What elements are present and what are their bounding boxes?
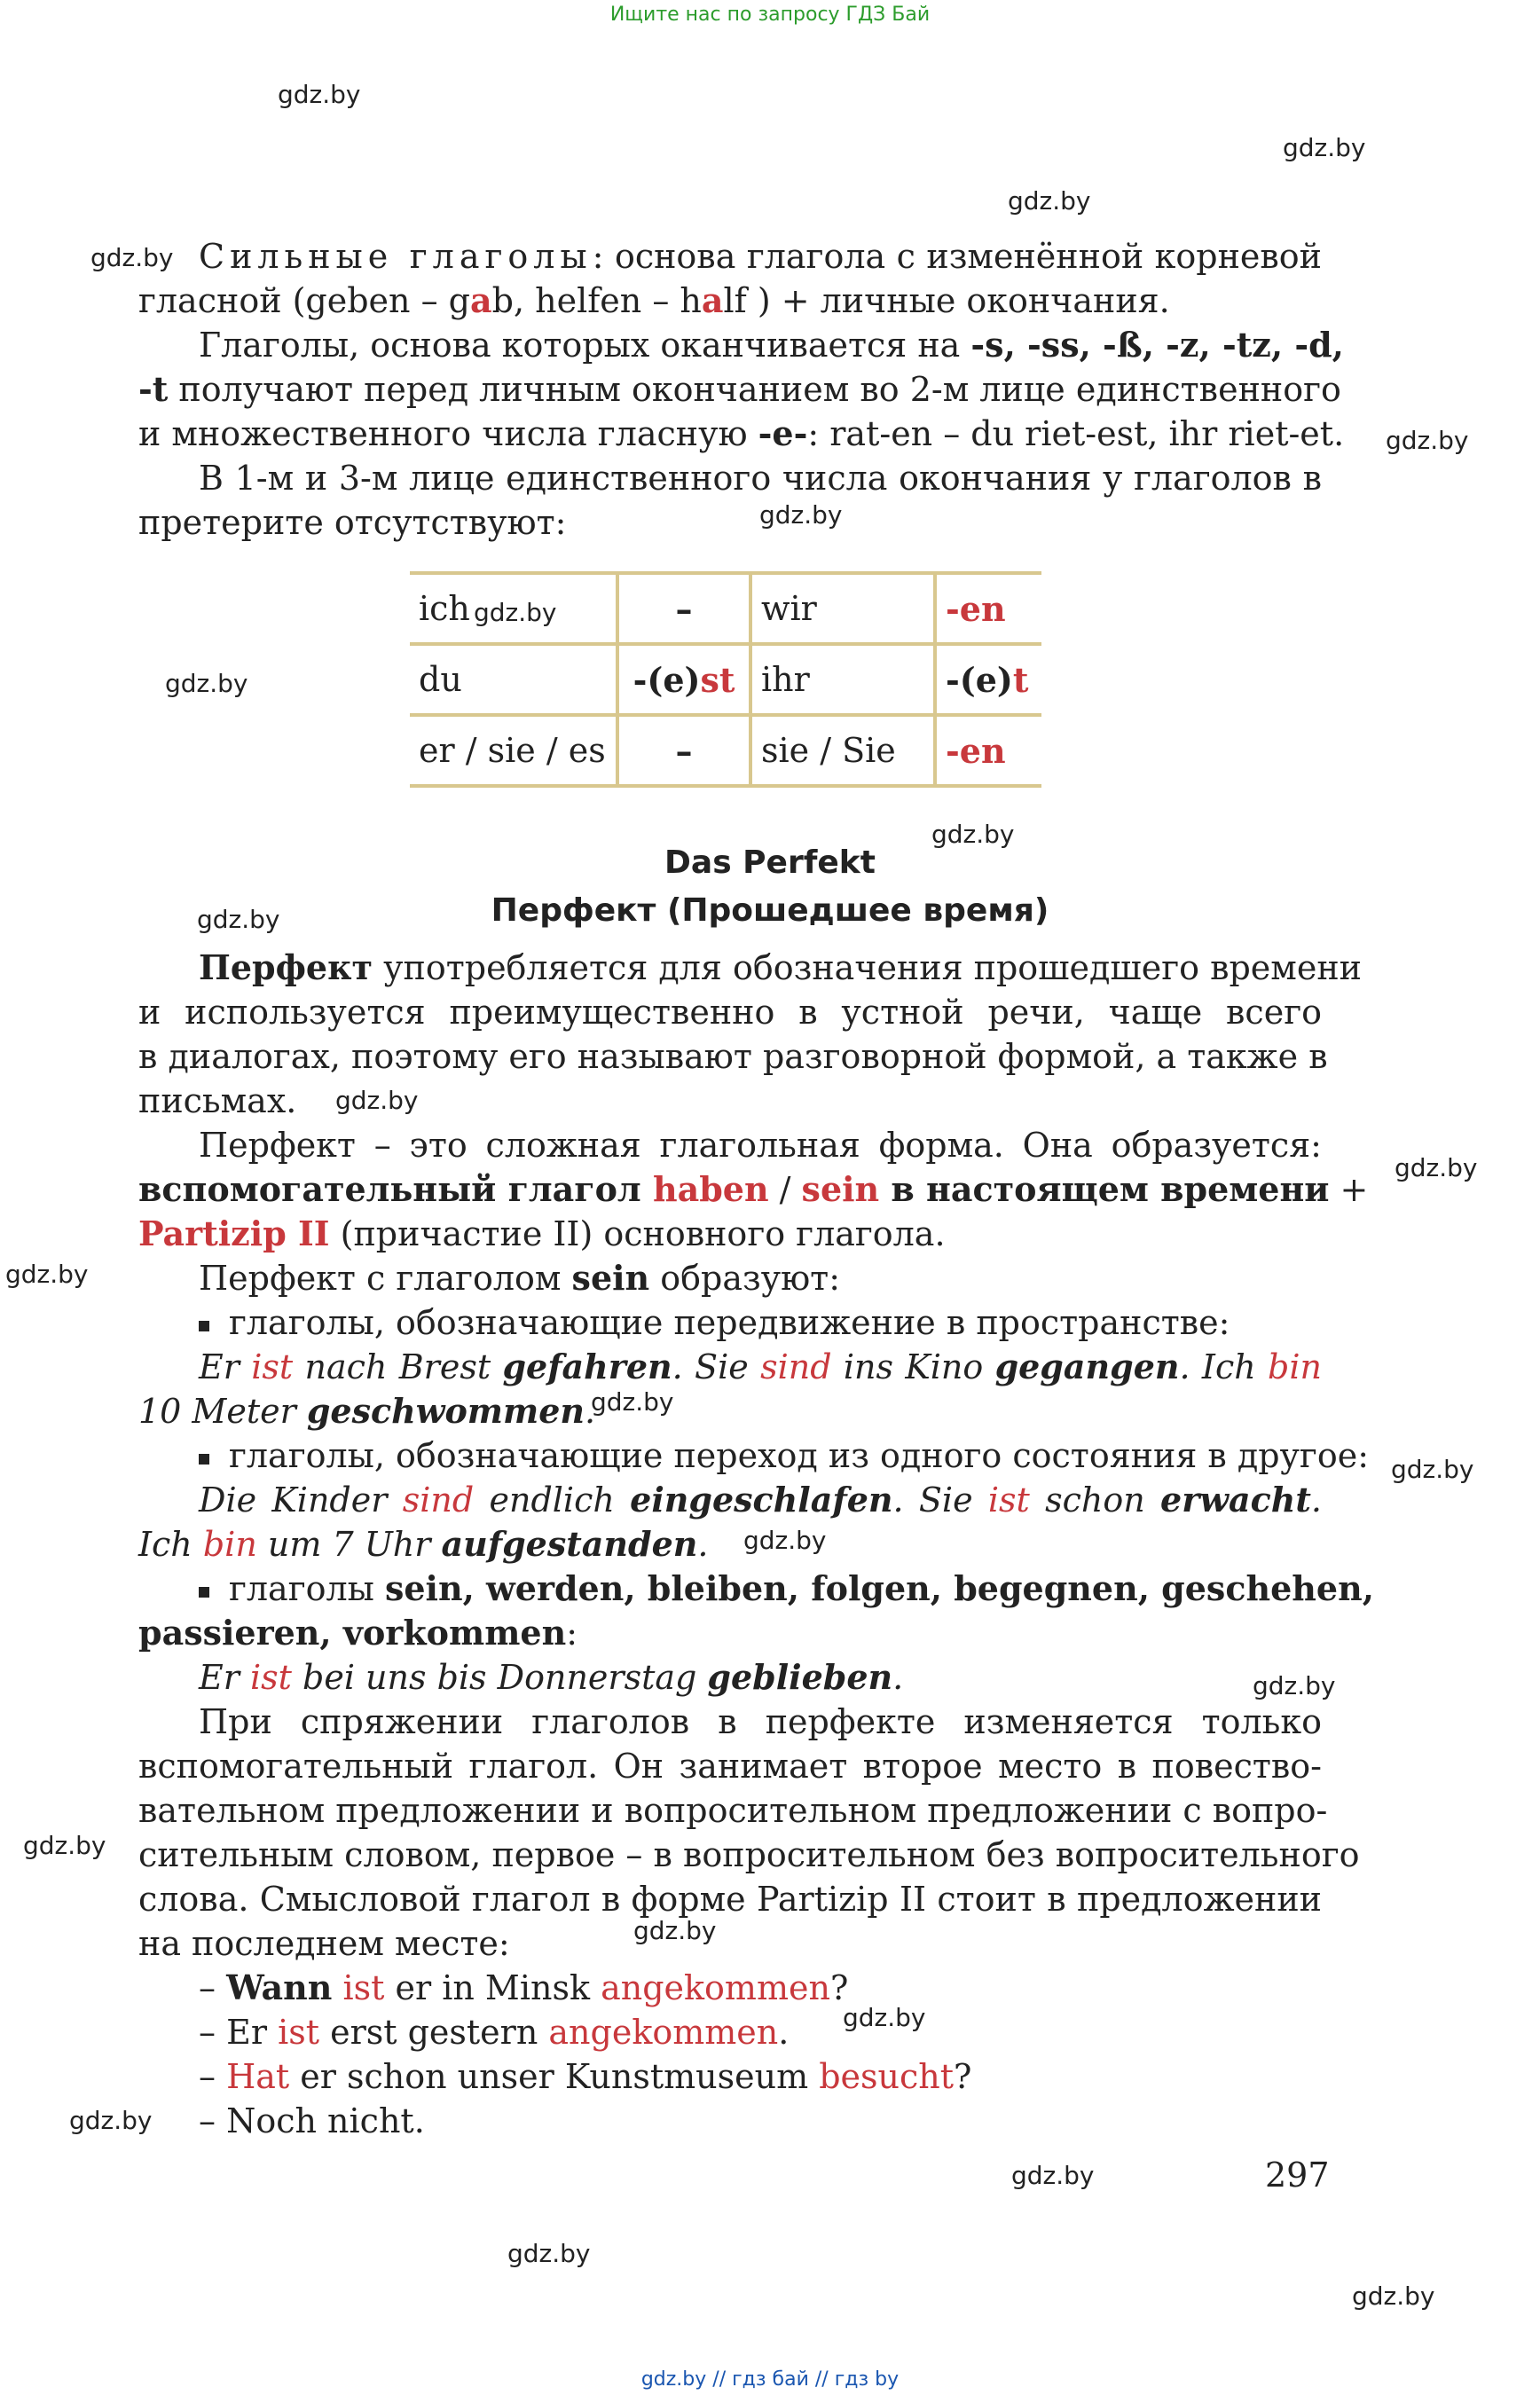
body-line: вспомогательный глагол. Он занимает второе место в повество-: [138, 1747, 1322, 1786]
conjugation-table: [410, 571, 1041, 788]
body-line: passieren, vorkommen:: [138, 1613, 578, 1653]
example-line: Er ist nach Brest gefahren. Sie sind ins Kino gegangen. Ich bin: [199, 1347, 1322, 1386]
pronoun-cell: er / sie / es: [410, 715, 617, 786]
body-line: вспомогательный глагол haben / sein в настоящем времени +: [138, 1169, 1369, 1209]
watermark: gdz.by: [165, 669, 248, 698]
bullet-icon: [199, 1587, 209, 1598]
watermark: gdz.by: [1008, 186, 1091, 216]
ending-cell: –: [617, 715, 750, 786]
watermark: gdz.by: [1283, 133, 1366, 162]
watermark: gdz.by: [1011, 2161, 1095, 2190]
pronoun-cell: du: [410, 644, 617, 715]
section-title-de: Das Perfekt: [664, 844, 876, 881]
pronoun-cell: wir: [750, 573, 935, 644]
watermark: gdz.by: [90, 243, 174, 272]
ending-cell: -en: [935, 715, 1041, 786]
ending-cell: -(e)t: [935, 644, 1041, 715]
intro-line: претерите отсутствуют:: [138, 503, 567, 542]
top-banner: Ищите нас по запросу ГДЗ Бай: [609, 4, 931, 26]
ending-cell: –: [617, 573, 750, 644]
body-line: письмах.: [138, 1081, 297, 1120]
watermark: gdz.by: [843, 2003, 926, 2032]
watermark: gdz.by: [335, 1086, 419, 1115]
intro-line: -t получают перед личным окончанием во 2-м лице единственного: [138, 369, 1341, 409]
watermark: gdz.by: [1352, 2281, 1435, 2311]
intro-line: гласной (geben – gab, helfen – half ) + личные окончания.: [138, 280, 1170, 320]
ending-cell: -en: [935, 573, 1041, 644]
watermark: gdz.by: [69, 2106, 153, 2135]
body-line: Перфект с глаголом sein образуют:: [199, 1258, 840, 1298]
bullet-icon: [199, 1321, 209, 1331]
body-line: вательном предложении и вопросительном предложении с вопро-: [138, 1791, 1328, 1830]
bottom-banner: gdz.by // гдз бай // гдз by: [640, 2368, 900, 2391]
body-line: в диалогах, поэтому его называют разговорной формой, а также в: [138, 1037, 1328, 1076]
watermark: gdz.by: [474, 598, 557, 627]
watermark: gdz.by: [1391, 1455, 1474, 1484]
bullet-item: глаголы sein, werden, bleiben, folgen, begegnen, geschehen,: [199, 1567, 1322, 1611]
table-row: [410, 644, 1041, 715]
watermark: gdz.by: [197, 905, 280, 934]
body-line: слова. Смысловой глагол в форме Partizip II стоит в предложении: [138, 1880, 1322, 1919]
page-number: 297: [1265, 2156, 1330, 2195]
watermark: gdz.by: [1386, 426, 1469, 455]
intro-line: В 1-м и 3-м лице единственного числа окончания у глаголов в: [199, 459, 1322, 498]
body-line: Partizip II (причастие II) основного глагола.: [138, 1213, 946, 1253]
section-title-ru: Перфект (Прошедшее время): [491, 892, 1049, 929]
watermark: gdz.by: [633, 1916, 717, 1945]
watermark: gdz.by: [1253, 1671, 1336, 1700]
dialogue-line: – Er ist erst gestern angekommen.: [199, 2013, 790, 2052]
watermark: gdz.by: [591, 1387, 674, 1417]
example-line: Ich bin um 7 Uhr aufgestanden.: [138, 1524, 709, 1564]
table-row: [410, 715, 1041, 786]
intro-line: и множественного числа гласную -e-: rat-en – du riet-est, ihr riet-et.: [138, 413, 1345, 453]
dialogue-line: – Noch nicht.: [199, 2101, 425, 2140]
watermark: gdz.by: [278, 80, 361, 109]
body-line: При спряжении глаголов в перфекте изменяется только: [199, 1702, 1322, 1741]
example-line: Er ist bei uns bis Donnerstag geblieben.: [199, 1657, 904, 1697]
body-line: и используется преимущественно в устной речи, чаще всего: [138, 993, 1322, 1032]
ending-cell: -(e)st: [617, 644, 750, 715]
example-line: 10 Meter geschwommen.: [138, 1391, 596, 1431]
watermark: gdz.by: [23, 1831, 106, 1860]
example-line: Die Kinder sind endlich eingeschlafen. Sie ist schon erwacht.: [199, 1480, 1322, 1520]
pronoun-cell: ihr: [750, 644, 935, 715]
table-row: [410, 573, 1041, 644]
bullet-item: глаголы, обозначающие переход из одного состояния в другое:: [199, 1433, 1322, 1478]
dialogue-line: – Wann ist er in Minsk angekommen?: [199, 1967, 849, 2007]
dialogue-line: – Hat er schon unser Kunstmuseum besucht?: [199, 2057, 972, 2096]
watermark: gdz.by: [507, 2239, 591, 2268]
pronoun-cell: sie / Sie: [750, 715, 935, 786]
watermark: gdz.by: [759, 500, 843, 530]
intro-line: Глаголы, основа которых оканчивается на -s, -ss, -ß, -z, -tz, -d,: [199, 325, 1344, 365]
body-line: Перфект – это сложная глагольная форма. Она образуется:: [199, 1126, 1322, 1165]
intro-line: Сильные глаголы: основа глагола с изменённой корневой: [199, 237, 1322, 276]
watermark: gdz.by: [5, 1260, 89, 1289]
body-line: Перфект употребляется для обозначения прошедшего времени: [199, 947, 1362, 987]
watermark: gdz.by: [931, 820, 1015, 849]
pronoun-cell: ich: [410, 573, 617, 644]
body-line: сительным словом, первое – в вопросительном без вопросительного: [138, 1835, 1360, 1874]
bullet-icon: [199, 1454, 209, 1465]
watermark: gdz.by: [743, 1526, 827, 1555]
body-line: на последнем месте:: [138, 1924, 510, 1963]
bullet-item: глаголы, обозначающие передвижение в пространстве:: [199, 1300, 1322, 1345]
watermark: gdz.by: [1395, 1153, 1478, 1182]
